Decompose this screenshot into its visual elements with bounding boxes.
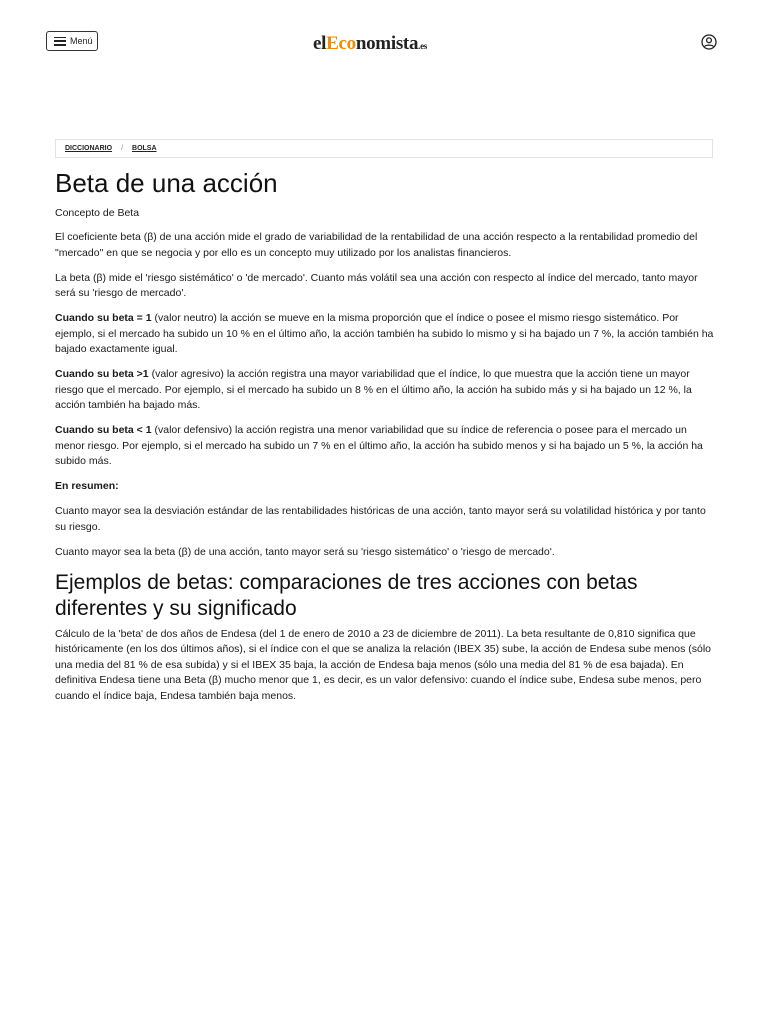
beta-equal-1-label: Cuando su beta = 1 (55, 312, 152, 324)
paragraph-beta-risk: Cuanto mayor sea la beta (β) de una acción, tanto mayor será su 'riesgo sistemático' o 'riesgo de mercado'. (55, 545, 555, 558)
paragraph-beta-equal-1 (55, 311, 715, 358)
menu-button[interactable] (46, 31, 98, 51)
paragraph-definition: El coeficiente beta (β) de una acción mide el grado de variabilidad de la rentabilidad de una acción respecto a la rentabilidad promedio del "mercado" en que se negocia y por ello es un concepto muy utilizado por los analistas financieros. (55, 231, 698, 259)
paragraph-beta-less-1 (55, 423, 715, 470)
breadcrumb-separator: / (121, 145, 124, 152)
menu-label: Menú (70, 36, 93, 46)
beta-less-1-text: (valor defensivo) la acción registra una menor variabilidad que su índice de referencia o posee para el mercado un menor riesgo. Por ejemplo, si el mercado ha subido un 7 % en el último año, la acción ha subido menos y si ha bajado un 5 %, la acción ha subido más. (55, 424, 703, 467)
site-logo[interactable] (313, 33, 427, 55)
hamburger-icon (54, 37, 66, 46)
breadcrumb-bolsa[interactable]: BOLSA (132, 145, 157, 152)
logo-part-eco: Eco (326, 33, 356, 54)
paragraph-volatility: Cuanto mayor sea la desviación estándar de las rentabilidades históricas de una acción, tanto mayor será su volatilidad histórica y por tanto su riesgo. (55, 505, 706, 533)
logo-part-el: el (313, 33, 327, 54)
article-body (55, 166, 715, 714)
section-heading-examples: Ejemplos de betas: comparaciones de tres acciones con betas diferentes y su significado (55, 570, 638, 620)
beta-greater-1-text: (valor agresivo) la acción registra una mayor variabilidad que el índice, lo que muestra que la acción tiene un mayor riesgo que el mercado. Por ejemplo, si el mercado ha subido un 8 % en el último año, la acción ha subido más y si ha bajado un 12 %, la acción también ha bajado más. (55, 368, 692, 411)
beta-greater-1-label: Cuando su beta >1 (55, 368, 149, 380)
user-circle-icon[interactable] (701, 34, 717, 50)
logo-part-nomista: nomista (355, 33, 419, 54)
beta-equal-1-text: (valor neutro) la acción se mueve en la misma proporción que el índice o posee el mismo riesgo sistemático. Por ejemplo, si el mercado ha subido un 10 % en el último año, la acción también ha subido lo mismo y si ha bajado un 7 %, la acción también ha bajado exactamente igual. (55, 312, 714, 355)
paragraph-beta-greater-1 (55, 367, 715, 414)
page-title: Beta de una acción (55, 168, 278, 198)
logo-part-es: .es (418, 41, 427, 51)
paragraph-systematic-risk: La beta (β) mide el 'riesgo sistémático' o 'de mercado'. Cuanto más volátil sea una acción con respecto al índice del mercado, tanto mayor será su 'riesgo de mercado'. (55, 271, 698, 299)
site-header (0, 0, 768, 86)
summary-label (55, 479, 715, 495)
beta-less-1-label: Cuando su beta < 1 (55, 424, 152, 436)
page-subtitle: Concepto de Beta (55, 207, 140, 219)
breadcrumb (55, 139, 713, 158)
breadcrumb-diccionario[interactable]: DICCIONARIO (65, 145, 113, 152)
paragraph-endesa-example: Cálculo de la 'beta' de dos años de Endesa (del 1 de enero de 2010 a 23 de diciembre de 2011). La beta resultante de 0,810 significa que históricamente (en los dos últimos años), si el índice con el que se analiza la relación (IBEX 35) sube, la acción de Endesa sube menos (sólo una media del 81 % de esa subida) y si el IBEX 35 baja, la acción de Endesa baja menos (sólo una media del 81 % de esa bajada). En definitiva Endesa tiene una Beta (β) mucho menor que 1, es decir, es un valor defensivo: cuando el índice sube, Endesa sube menos, pero cuando el índice baja, Endesa también baja menos. (55, 627, 712, 702)
summary-label-text: En resumen: (55, 480, 119, 492)
